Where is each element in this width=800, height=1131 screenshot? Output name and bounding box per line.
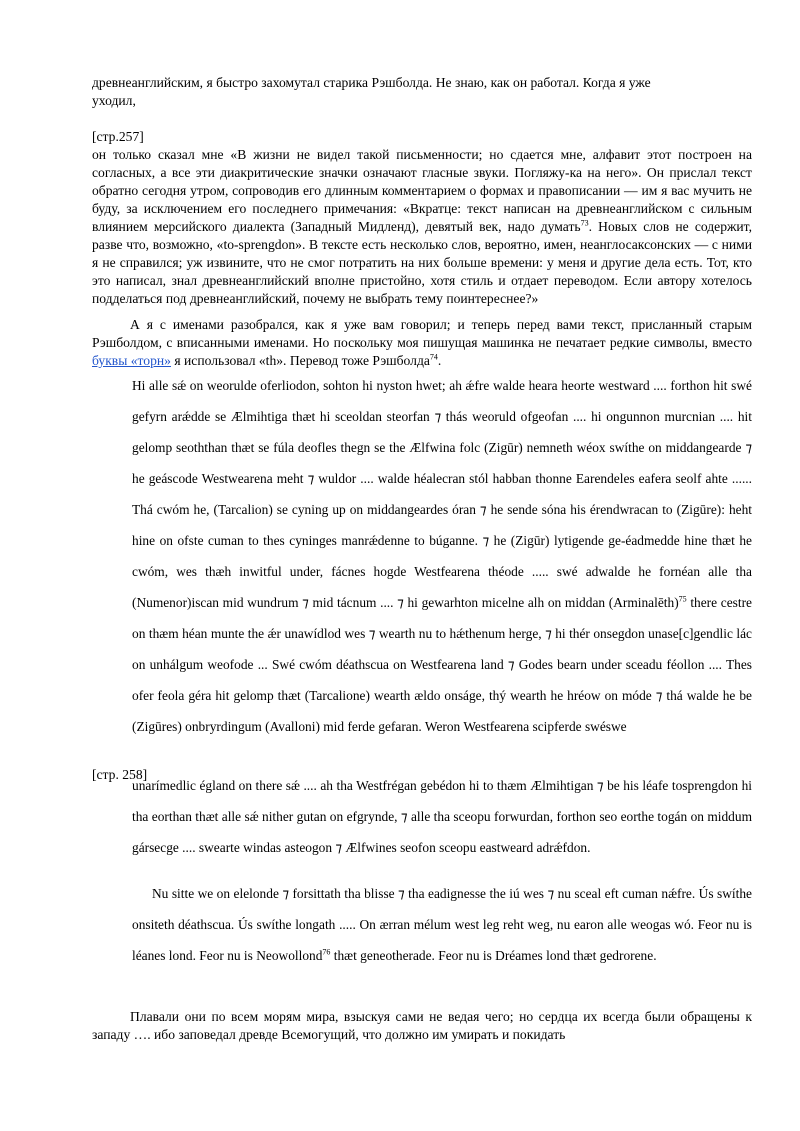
old-english-passage-1-text-b: there cestre on thæm héan munte the ǽr unawídlod wes ⁊ wearth nu to hǽthenum herge, ⁊ hi thér onsegdon unase[c]gendlic lác on unhálgum weofode ... Swé cwóm déathscua on Westfearena land ⁊ Godes bearn under sceadu féollon .... Thes ofer feola géra hit gelomp thæt (Tarcalione) wearth ældo onságe, thý wearth he hréow on móde ⁊ thá walde he be (Zigūres) onbryrdingum (Avalloni) mid ferde gefaran. Weron Westfearena scipferde swéswe <box>132 595 752 734</box>
paragraph-opening-line1: древнеанглийским, я быстро захомутал старика Рэшболда. Не знаю, как он работал. Когда я уже <box>92 75 651 90</box>
paragraph-names-text-b: я использовал «th». Перевод тоже Рэшболда <box>170 353 430 368</box>
paragraph-rashbold-note <box>92 146 752 308</box>
paragraph-opening <box>92 74 752 110</box>
old-english-passage-3-text-b: thæt geneotherade. Feor nu is Dréames lond thæt gedrorene. <box>330 948 657 963</box>
footnote-ref-74[interactable]: 74 <box>429 352 438 362</box>
paragraph-rashbold-note-text-a: он только сказал мне «В жизни не видел такой письменности; но сдается мне, алфавит этот построен на согласных, а все эти диакритические значки означают гласные звуки. Погляжу-ка на него». Он прислал текст обратно сегодня утром, сопроводив его длинным комментарием о формах и правописании — им я вас мучить не буду, за исключением его последнего примечания: «Вкратце: текст написан на древнеанглийском с сильным влиянием мерсийского диалекта (Западный Мидленд), девятый век, надо думать <box>92 147 752 234</box>
paragraph-names-text-a: А я с именами разобрался, как я уже вам говорил; и теперь перед вами текст, присланный старым Рэшболдом, с вписанными именами. Но поскольку моя пишущая машинка не печатает редкие символы, вместо <box>92 317 752 350</box>
old-english-passage-1 <box>132 370 752 742</box>
paragraph-rashbold-note-text-b: . Новых слов не содержит, разве что, возможно, «to-sprengdon». В тексте есть несколько слов, вероятно, имен, неанглосаксонских — с ними я не справился; уж извините, что не смог потратить на них больше времени: у меня и другие дела есть. Тот, кто это написал, знал древнеанглийский вполне пристойно, хотя стиль и отдает переводом. Если автору хотелось подделаться под древнеанглийский, почему не выбрать тему поинтереснее?» <box>92 219 752 306</box>
footnote-ref-75[interactable]: 75 <box>678 594 687 604</box>
paragraph-names <box>92 316 752 370</box>
paragraph-translation <box>92 1008 752 1044</box>
page-marker-258: [стр. 258] <box>92 767 148 782</box>
old-english-passage-1-text-a: Hi alle sǽ on weorulde oferliodon, sohton hi nyston hwet; ah ǽfre walde heara heorte westward .... forthon hit swé gefyrn arǽdde se Ælmihtiga thæt hi sceoldan steorfan ⁊ thás weoruld ofgeofan .... hi ongunnon murcnian .... hit gelomp seoththan thæt se fúla deofles thegn se the Ælfwina folc (Zigūr) nemneth wéox swíthe on middangearde ⁊ he geáscode Westwearena meht ⁊ wuldor .... walde héalecran stól habban thonne Earendeles eafera seolf ahte ...... Thá cwóm he, (Tarcalion) se cyning up on middangeardes óran ⁊ he sende sóna his érendwracan to (Zigūre): heht hine on ofste cuman to thes cyninges manrǽdenne to búganne. ⁊ he (Zigūr) lytigende ge-éadmedde hine thæt he cwóm, wes thæh inwitful under, fácnes hogde Westfearena théode ..... swé adwalde he fornéan alle tha (Numenor)iscan mid wundrum ⁊ mid tácnum .... ⁊ hi gewarhton micelne alh on middan (Arminalēth) <box>132 378 752 610</box>
old-english-passage-2: unarímedlic égland on there sǽ .... ah tha Westfrégan gebédon hi to thæm Ælmihtigan ⁊ be his léafe tosprengdon hi tha eorthan thæt alle sǽ nither gutan on efgrynde, ⁊ alle tha sceopu forwurdan, forthon seo eorthe togán on middum gársecge .... swearte windas asteogon ⁊ Ælfwines seofon sceopu eastweard adrǽfdon. <box>132 778 752 855</box>
old-english-passage-3 <box>132 878 752 971</box>
footnote-ref-76[interactable]: 76 <box>322 947 331 957</box>
thorn-letter-link[interactable]: буквы «торн» <box>92 353 171 368</box>
footnote-ref-73[interactable]: 73 <box>580 218 589 228</box>
old-english-passage-3-text-a: Nu sitte we on elelonde ⁊ forsittath tha blisse ⁊ tha eadignesse the iú wes ⁊ nu sceal eft cuman nǽfre. Ús swíthe onsiteth déathscua. Ús swíthe longath ..... On ærran mélum west leg reht weg, nu earon alle weogas wó. Feor nu is léanes lond. Feor nu is Neowollond <box>132 886 752 963</box>
paragraph-names-end: . <box>437 353 442 368</box>
page-marker-257: [стр.257] <box>92 129 144 144</box>
paragraph-translation-text: Плавали они по всем морям мира, взыскуя сами не ведая чего; но сердца их всегда были обращены к западу …. ибо заповедал древде Всемогущий, что должно им умирать и покидать <box>92 1009 752 1042</box>
paragraph-opening-line2: уходил, <box>92 93 136 108</box>
